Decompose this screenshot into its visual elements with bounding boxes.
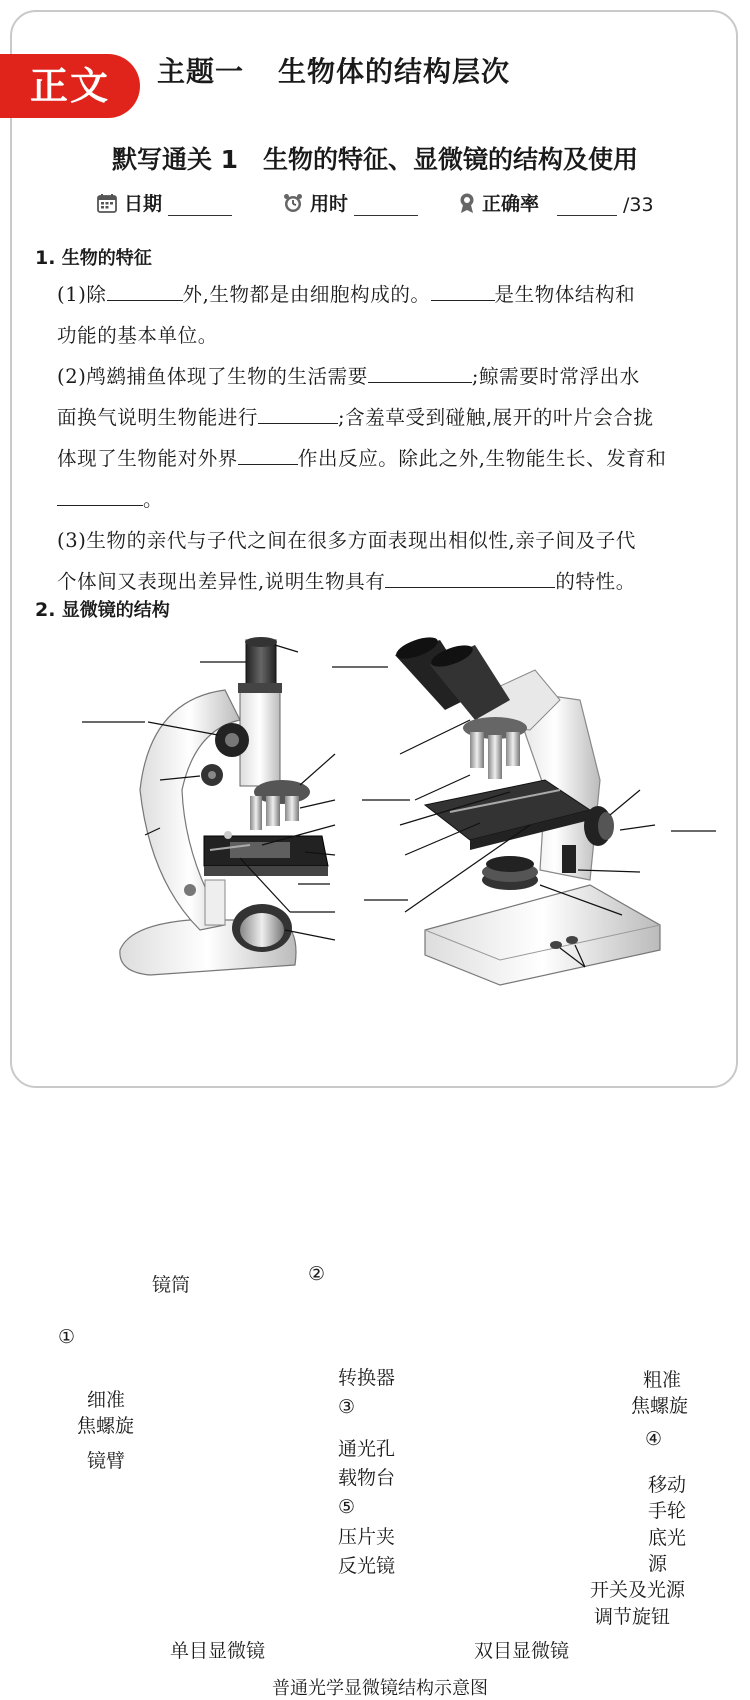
date-blank[interactable] bbox=[168, 195, 232, 216]
label-fine-focus-2: 焦螺旋 bbox=[77, 1415, 135, 1437]
time-label: 用时 bbox=[310, 193, 349, 215]
microscope-diagram bbox=[0, 620, 750, 1090]
topic-prefix: 主题一 bbox=[157, 55, 245, 88]
q1-line-3 bbox=[57, 356, 722, 397]
accuracy-label: 正确率 bbox=[482, 193, 540, 215]
label-nosepiece: 转换器 bbox=[338, 1367, 396, 1389]
monocular-microscope bbox=[120, 637, 328, 975]
label-blank-1: ① bbox=[58, 1326, 76, 1348]
accuracy-field bbox=[458, 188, 654, 216]
q1-text: (1)除 bbox=[57, 283, 107, 306]
q1-text: ;含羞草受到碰触,展开的叶片会合拢 bbox=[338, 406, 654, 429]
calendar-icon bbox=[96, 192, 118, 214]
q1-line-7 bbox=[57, 520, 722, 561]
q1-blank-b[interactable] bbox=[431, 282, 495, 301]
q1-text: 的特性。 bbox=[555, 570, 636, 593]
q1-blank-e[interactable] bbox=[238, 446, 298, 465]
alarm-clock-icon bbox=[282, 192, 304, 214]
q1-blank-f[interactable] bbox=[57, 487, 143, 506]
question-1-number: 1. bbox=[35, 247, 56, 269]
label-mirror: 反光镜 bbox=[338, 1555, 396, 1577]
q1-blank-a[interactable] bbox=[107, 282, 183, 301]
caption-monocular: 单目显微镜 bbox=[170, 1640, 266, 1662]
label-aperture: 通光孔 bbox=[338, 1438, 396, 1460]
question-1-title: 生物的特征 bbox=[61, 248, 152, 269]
label-wheel-2: 手轮 bbox=[648, 1500, 687, 1522]
q1-text: 。 bbox=[143, 488, 164, 511]
question-2-title: 显微镜的结构 bbox=[61, 600, 170, 621]
medal-icon bbox=[458, 192, 476, 214]
figure-caption: 普通光学显微镜结构示意图 bbox=[272, 1678, 488, 1699]
accuracy-total: /33 bbox=[623, 194, 654, 216]
label-switch-1: 开关及光源 bbox=[590, 1579, 686, 1601]
q1-text: 个体间又表现出差异性,说明生物具有 bbox=[57, 570, 386, 593]
section-tab: 正文 bbox=[0, 54, 140, 118]
label-tube: 镜筒 bbox=[152, 1274, 191, 1296]
label-coarse-1: 粗准 bbox=[643, 1369, 682, 1391]
q1-blank-g[interactable] bbox=[385, 569, 555, 588]
q1-line-2 bbox=[57, 315, 722, 356]
q1-text: 体现了生物能对外界 bbox=[57, 447, 238, 470]
label-arm: 镜臂 bbox=[87, 1450, 126, 1472]
section-title: 默写通关 1 生物的特征、显微镜的结构及使用 bbox=[111, 145, 639, 174]
q1-text: 外,生物都是由细胞构成的。 bbox=[182, 283, 431, 306]
q1-blank-c[interactable] bbox=[368, 364, 472, 383]
q1-text: 功能的基本单位。 bbox=[57, 324, 218, 347]
label-coarse-2: 焦螺旋 bbox=[631, 1395, 689, 1417]
question-2-number: 2. bbox=[35, 599, 56, 621]
label-blank-3: ③ bbox=[338, 1396, 356, 1418]
q1-text: 作出反应。除此之外,生物能生长、发育和 bbox=[297, 447, 667, 470]
topic-heading bbox=[157, 50, 510, 90]
topic-title: 生物体的结构层次 bbox=[278, 55, 511, 88]
caption-binocular: 双目显微镜 bbox=[474, 1640, 570, 1662]
binocular-microscope bbox=[394, 633, 660, 985]
label-stage: 载物台 bbox=[338, 1467, 396, 1489]
label-wheel-1: 移动 bbox=[648, 1474, 687, 1496]
date-field bbox=[96, 188, 232, 216]
date-label: 日期 bbox=[124, 193, 163, 215]
question-1-body bbox=[57, 274, 722, 602]
question-2-heading bbox=[35, 596, 170, 622]
label-blank-2: ② bbox=[308, 1263, 326, 1285]
label-blank-4: ④ bbox=[645, 1428, 663, 1450]
q1-text: 是生物体结构和 bbox=[494, 283, 636, 306]
label-fine-focus-1: 细准 bbox=[87, 1389, 126, 1411]
q1-blank-d[interactable] bbox=[258, 405, 338, 424]
label-blank-5: ⑤ bbox=[338, 1496, 356, 1518]
microscope-figure bbox=[0, 620, 750, 1699]
label-light-1: 底光 bbox=[648, 1527, 687, 1549]
label-clip: 压片夹 bbox=[338, 1526, 396, 1548]
time-field bbox=[282, 188, 418, 216]
label-switch-2: 调节旋钮 bbox=[594, 1606, 671, 1628]
accuracy-blank[interactable] bbox=[557, 195, 617, 216]
q1-line-1 bbox=[57, 274, 722, 315]
q1-line-4 bbox=[57, 397, 722, 438]
q1-text: (3)生物的亲代与子代之间在很多方面表现出相似性,亲子间及子代 bbox=[57, 529, 636, 552]
q1-text: (2)鸬鹚捕鱼体现了生物的生活需要 bbox=[57, 365, 368, 388]
q1-line-5 bbox=[57, 438, 722, 479]
q1-text: ;鲸需要时常浮出水 bbox=[471, 365, 640, 388]
q1-line-6 bbox=[57, 479, 722, 520]
label-light-2: 源 bbox=[648, 1553, 668, 1575]
q1-text: 面换气说明生物能进行 bbox=[57, 406, 259, 429]
question-1-heading bbox=[35, 244, 152, 270]
time-blank[interactable] bbox=[354, 195, 418, 216]
